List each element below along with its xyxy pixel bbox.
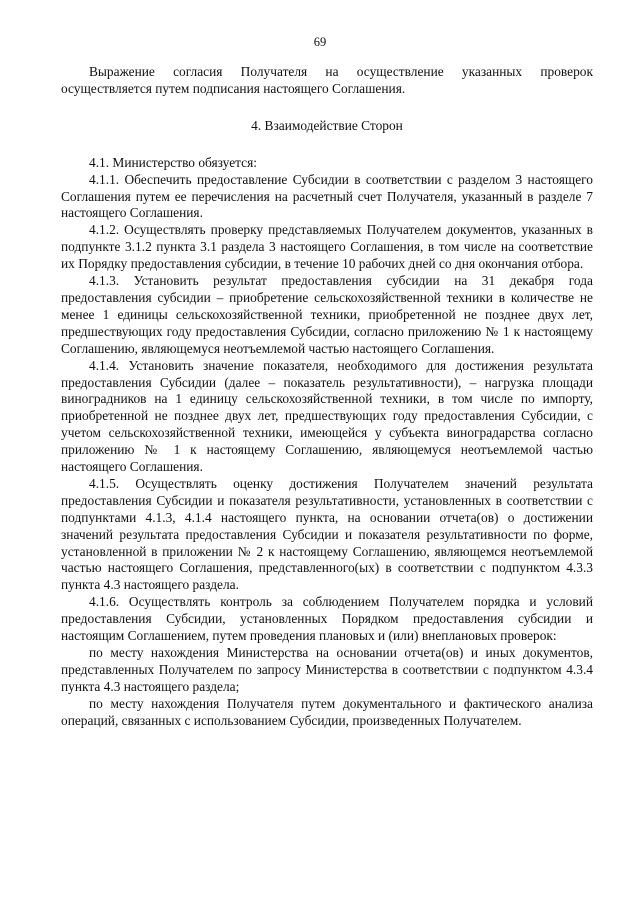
paragraph-4-1-5: 4.1.5. Осуществлять оценку достижения Получателем значений результата предоставления Субсидии и показателя результативности, установленных в соответствии с подпунктами 4.1.3, 4.1.4 настоящего пункта, на основании отчета(ов) о достижении значений результата предоставления Субсидии и показателя результативности по форме, установленной в приложении № 2 к настоящему Соглашению, являющемся неотъемлемой частью настоящего Соглашения, представленного(ых) в соответствии с подпунктом 4.3.3 пункта 4.3 настоящего раздела.: [61, 475, 593, 593]
paragraph-verification-consent: Выражение согласия Получателя на осуществление указанных проверок осуществляется путем подписания настоящего Соглашения.: [61, 64, 593, 96]
paragraph-4-1-6: 4.1.6. Осуществлять контроль за соблюдением Получателем порядка и условий предоставления Субсидии, установленных Порядком предоставления субсидии и настоящим Соглашением, путем проведения плановых и (или) внеплановых проверок:: [61, 594, 593, 644]
paragraph-4-1: 4.1. Министерство обязуется:: [89, 154, 257, 170]
page-number: 69: [313, 35, 327, 49]
paragraph-ministry-location-check: по месту нахождения Министерства на основании отчета(ов) и иных документов, представленных Получателем по запросу Министерства в соответствии с подпунктом 4.3.4 пункта 4.3 настоящего раздела;: [61, 645, 593, 694]
paragraph-4-1-4: 4.1.4. Установить значение показателя, необходимого для достижения результата предоставления Субсидии (далее – показатель результативности), – нагрузка площади виноградников на 1 единицу сельскохозяйственной техники, в том числе по импорту, приобретенной не позднее двух лет, предшествующих году предоставления Субсидии, с учетом сельскохозяйственной техники, имеющейся у субъекта виноградарства согласно приложению № 1 к настоящему Соглашению, являющемуся неотъемлемой частью настоящего Соглашения.: [61, 357, 593, 475]
document-body: [61, 64, 593, 730]
paragraph-4-1-2: 4.1.2. Осуществлять проверку представляемых Получателем документов, указанных в подпункте 3.1.2 пункта 3.1 раздела 3 настоящего Соглашения, в том числе на соответствие их Порядку предоставления субсидии, в течение 10 рабочих дней со дня окончания отбора.: [61, 222, 593, 272]
paragraph-recipient-location-check: по месту нахождения Получателя путем документального и фактического анализа операций, связанных с использованием Субсидии, произведенных Получателем.: [61, 695, 593, 728]
paragraph-4-1-1: 4.1.1. Обеспечить предоставление Субсидии в соответствии с разделом 3 настоящего Соглашения путем ее перечисления на расчетный счет Получателя, указанный в разделе 7 настоящего Соглашения.: [61, 171, 593, 221]
section-heading: 4. Взаимодействие Сторон: [251, 117, 403, 133]
paragraph-4-1-3: 4.1.3. Установить результат предоставления субсидии на 31 декабря года предоставления субсидии – приобретение сельскохозяйственной техники в количестве не менее 1 единицы сельскохозяйственной техники, приобретенной не позднее двух лет, предшествующих году предоставления Субсидии, согласно приложению № 1 к настоящему Соглашению, являющемуся неотъемлемой частью настоящего Соглашения.: [61, 273, 593, 356]
